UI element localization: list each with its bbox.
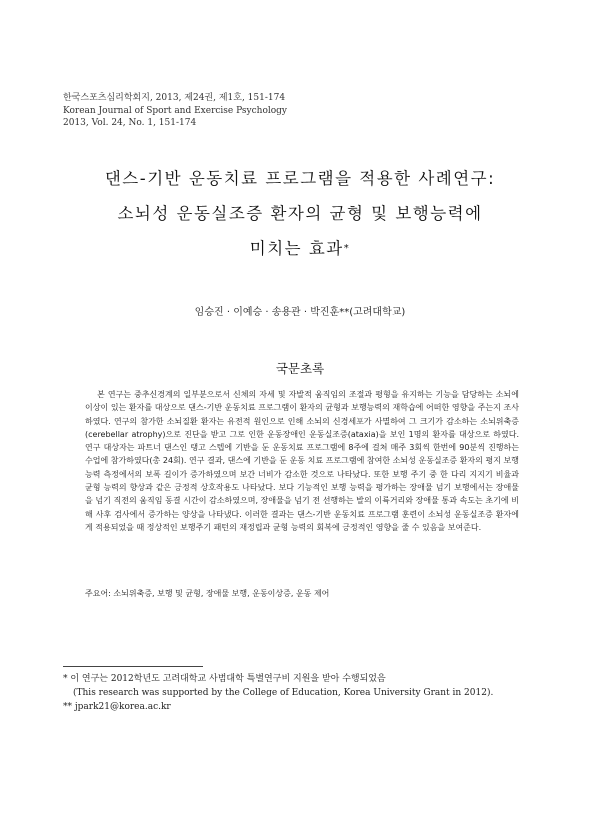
author-list: 임승진 · 이예승 · 송용관 · 박진훈**(고려대학교) bbox=[194, 307, 406, 318]
title-footnote-marker: * bbox=[343, 243, 351, 254]
paper-title bbox=[0, 161, 600, 266]
journal-citation-english: 2013, Vol. 24, No. 1, 151-174 bbox=[63, 118, 197, 128]
keywords: 주요어: 소뇌위축증, 보행 및 균형, 장애물 보행, 운동이상증, 운동 제어 bbox=[85, 589, 330, 598]
footnote-funding-english: (This research was supported by the College of Education, Korea University Grant in 2012). bbox=[73, 688, 494, 698]
abstract-body: 본 연구는 중추신경계의 일부분으로서 신체의 자세 및 자발적 움직임의 조절과 평형을 유지하는 기능을 담당하는 소뇌에 이상이 있는 환자를 대상으로 댄스-기반 운동치료 프로그램이 환자의 균형과 보행능력의 재학습에 어떠한 영향을 주는지 조사하였다. 연구의 참가한 소뇌질환 환자는 유전적 원인으로 인해 소뇌의 신경세포가 사멸하여 그 크기가 감소하는 소뇌위축증(cerebellar atrophy)으로 진단을 받고 그로 인한 운동장애인 운동실조증(ataxia)을 보인 1명의 환자를 대상으로 하였다. 연구 대상자는 파트너 댄스인 탱고 스텝에 기반을 둔 운동치료 프로그램에 8주에 걸쳐 매주 3회씩 한번에 90분씩 진행하는 수업에 참가하였다(총 24회). 연구 결과, 댄스에 기반을 둔 운동 치료 프로그램에 참여한 소뇌성 운동실조증 환자의 평지 보행 능력 측정에서의 보폭 길이가 증가하였으며 보간 너비가 감소한 것으로 나타났다. 또한 보행 주기 중 한 다리 지지기 비율과 균형 능력의 향상과 같은 긍정적 상호작용도 나타났다. 보다 기능적인 보행 능력을 평가하는 장애물 넘기 보행에서는 장애물을 넘기 직전의 움직임 동결 시간이 감소하였으며, 장애물을 넘기 전 선행하는 발의 이륙거리와 장애물 통과 속도는 초기에 비해 사후 검사에서 증가하는 양상을 나타냈다. 이러한 결과는 댄스-기반 운동치료 프로그램 훈련이 소뇌성 운동실조증 환자에게 적용되었을 때 정상적인 보행주기 패턴의 재정립과 균형 능력의 회복에 긍정적인 영향을 줄 수 있음을 보여준다. bbox=[85, 390, 519, 532]
journal-header bbox=[63, 92, 287, 130]
title-line-3-text: 미치는 효과 bbox=[249, 239, 344, 258]
journal-citation-korean: 한국스포츠심리학회지, 2013, 제24권, 제1호, 151-174 bbox=[63, 93, 286, 103]
footnote-divider bbox=[63, 666, 203, 667]
title-line-3 bbox=[0, 231, 600, 266]
title-line-1: 댄스-기반 운동치료 프로그램을 적용한 사례연구: bbox=[104, 169, 496, 188]
title-line-2: 소뇌성 운동실조증 환자의 균형 및 보행능력에 bbox=[117, 204, 483, 223]
abstract-heading: 국문초록 bbox=[275, 361, 325, 376]
footnotes bbox=[63, 672, 493, 714]
footnote-email: ** jpark21@korea.ac.kr bbox=[63, 702, 171, 712]
footnote-funding: * 이 연구는 2012학년도 고려대학교 사범대학 특별연구비 지원을 받아 수행되었음 bbox=[63, 674, 386, 684]
journal-name-english: Korean Journal of Sport and Exercise Psychology bbox=[63, 105, 288, 116]
